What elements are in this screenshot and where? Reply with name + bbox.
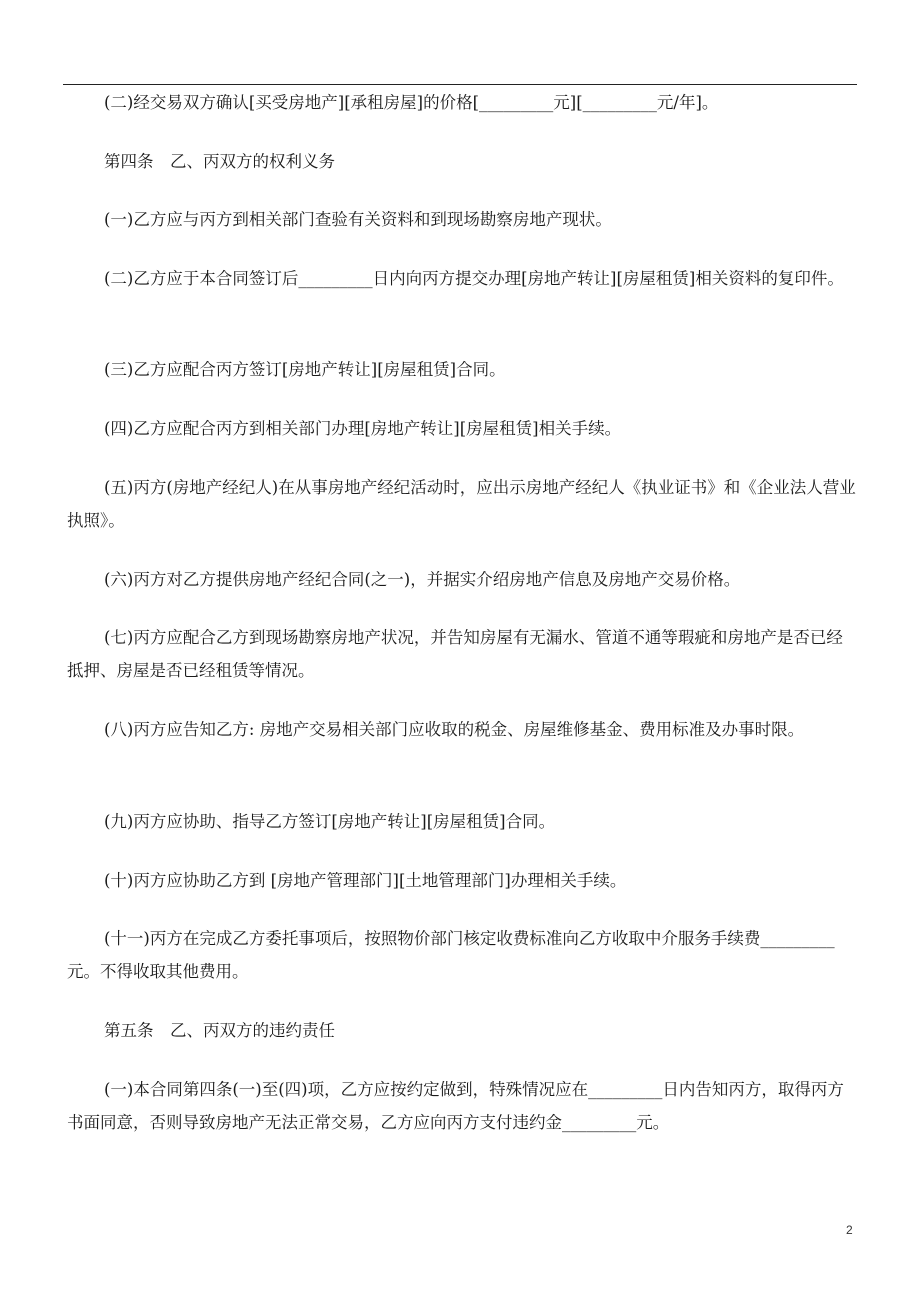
clause-paragraph: (九)丙方应协助、指导乙方签订[房地产转让][房屋租赁]合同。 [104,812,556,831]
article-heading: 第五条 乙、丙双方的违约责任 [104,1021,335,1040]
header-rule [63,84,857,85]
clause-paragraph: (四)乙方应配合丙方到相关部门办理[房地产转让][房屋租赁]相关手续。 [104,419,622,438]
clause-paragraph: (六)丙方对乙方提供房地产经纪合同(之一)，并据实介绍房地产信息及房地产交易价格。 [104,570,741,589]
clause-paragraph: (二)乙方应于本合同签订后_________日内向丙方提交办理[房地产转让][房屋租赁]相关资料的复印件。 [104,269,844,288]
clause-paragraph: (一)本合同第四条(一)至(四)项，乙方应按约定做到，特殊情况应在_________日内告知丙方，取得丙方书面同意，否则导致房地产无法正常交易，乙方应向丙方支付违约金_________元。 [67,1080,844,1132]
page-number: 2 [846,1223,853,1237]
clause-paragraph: (五)丙方(房地产经纪人)在从事房地产经纪活动时，应出示房地产经纪人《执业证书》和《企业法人营业执照》。 [67,478,856,530]
clause-paragraph: (三)乙方应配合丙方签订[房地产转让][房屋租赁]合同。 [104,360,506,379]
clause-paragraph: (八)丙方应告知乙方: 房地产交易相关部门应收取的税金、房屋维修基金、费用标准及办事时限。 [104,720,805,739]
article-heading: 第四条 乙、丙双方的权利义务 [104,152,335,171]
clause-paragraph: (十一)丙方在完成乙方委托事项后，按照物价部门核定收费标准向乙方收取中介服务手续费_________元。不得收取其他费用。 [67,929,835,981]
clause-paragraph: (十)丙方应协助乙方到 [房地产管理部门][土地管理部门]办理相关手续。 [104,871,627,890]
clause-paragraph: (二)经交易双方确认[买受房地产][承租房屋]的价格[_________元][_________元/年]。 [104,93,719,112]
clause-paragraph: (七)丙方应配合乙方到现场勘察房地产状况，并告知房屋有无漏水、管道不通等瑕疵和房地产是否已经抵押、房屋是否已经租赁等情况。 [67,628,843,680]
clause-paragraph: (一)乙方应与丙方到相关部门查验有关资料和到现场勘察房地产现状。 [104,210,612,229]
